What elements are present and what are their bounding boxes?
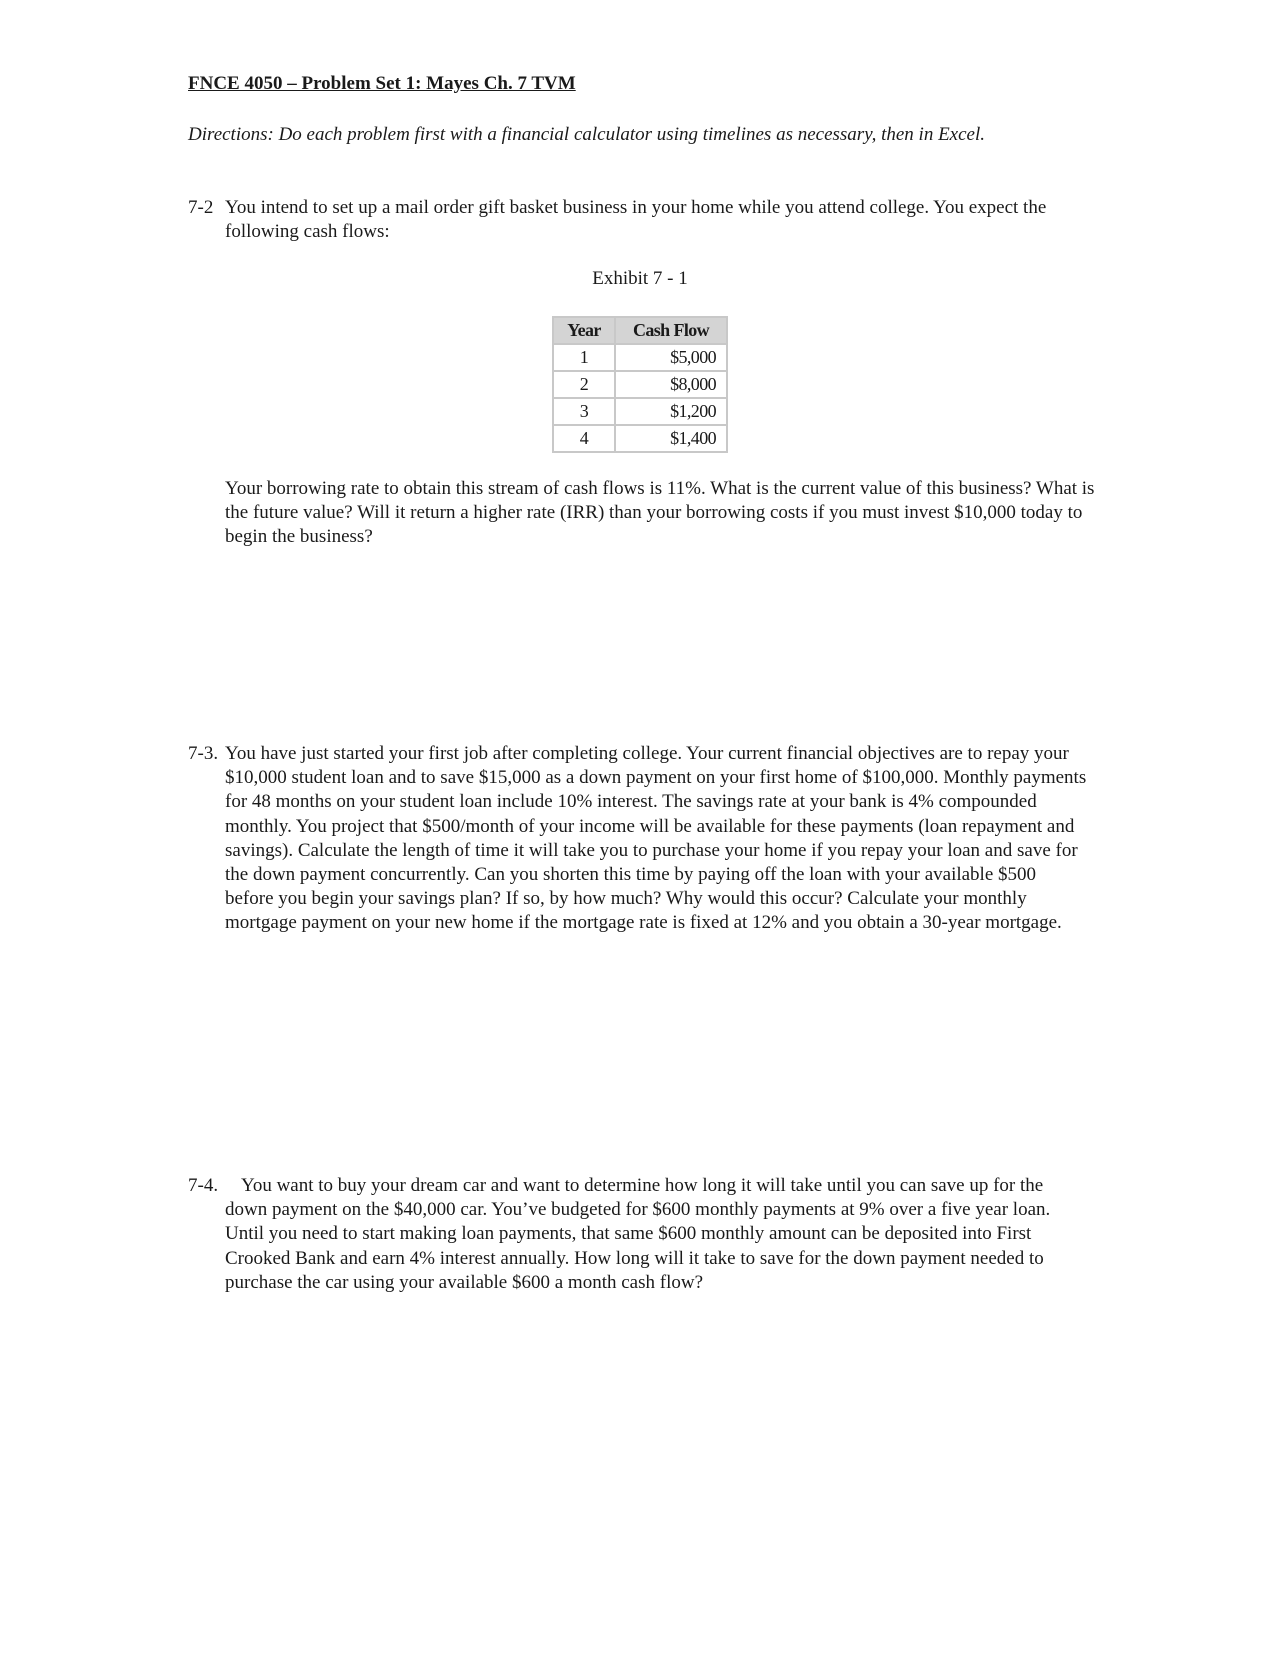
cell-cash-flow: $5,000: [615, 344, 727, 371]
problem-7-4: [188, 1174, 1088, 1295]
problem-7-2-question: Your borrowing rate to obtain this stream of cash flows is 11%. What is the current value of this business? What is the future value? Will it return a higher rate (IRR) than your borrowing costs if you must invest $10,000 today to begin the business?: [225, 478, 1095, 548]
problem-number: 7-2: [188, 197, 214, 218]
cell-year: 2: [553, 371, 615, 398]
table-row: [553, 344, 727, 371]
page-title: FNCE 4050 – Problem Set 1: Mayes Ch. 7 TVM: [188, 73, 576, 94]
header-cash-flow: Cash Flow: [615, 317, 727, 344]
problem-text: You have just started your first job after completing college. Your current financial objectives are to repay your $10,000 student loan and to save $15,000 as a down payment on your first home of $100,000. Monthly payments for 48 months on your student loan include 10% interest. The savings rate at your bank is 4% compounded monthly. You project that $500/month of your income will be available for these payments (loan repayment and savings). Calculate the length of time it will take you to purchase your home if you repay your loan and save for the down payment concurrently. Can you shorten this time by paying off the loan with your available $500 before you begin your savings plan? If so, by how much? Why would this occur? Calculate your monthly mortgage payment on your new home if the mortgage rate is fixed at 12% and you obtain a 30-year mortgage.: [225, 743, 1087, 934]
problem-number: 7-3.: [188, 743, 219, 764]
table-row: [553, 371, 727, 398]
exhibit-table: [552, 316, 728, 453]
problem-number: 7-4.: [188, 1175, 219, 1196]
cell-year: 1: [553, 344, 615, 371]
exhibit-caption: Exhibit 7 - 1: [592, 268, 688, 289]
problem-intro: You intend to set up a mail order gift basket business in your home while you attend college. You expect the following cash flows:: [225, 197, 1047, 243]
cell-cash-flow: $1,400: [615, 425, 727, 452]
cell-cash-flow: $8,000: [615, 371, 727, 398]
table-header-row: [553, 317, 727, 344]
cell-year: 3: [553, 398, 615, 425]
cell-year: 4: [553, 425, 615, 452]
table-row: [553, 425, 727, 452]
header-year: Year: [553, 317, 615, 344]
problem-7-3: [188, 742, 1088, 936]
problem-7-2: [188, 196, 1088, 244]
cell-cash-flow: $1,200: [615, 398, 727, 425]
problem-text: You want to buy your dream car and want to determine how long it will take until you can save up for the down payment on the $40,000 car. You’ve budgeted for $600 monthly payments at 9% over a five year loan. Until you need to start making loan payments, that same $600 monthly amount can be deposited into First Crooked Bank and earn 4% interest annually. How long will it take to save for the down payment needed to purchase the car using your available $600 a month cash flow?: [225, 1175, 1051, 1293]
table-row: [553, 398, 727, 425]
directions-text: Directions: Do each problem first with a financial calculator using timelines as necessary, then in Excel.: [188, 124, 985, 145]
